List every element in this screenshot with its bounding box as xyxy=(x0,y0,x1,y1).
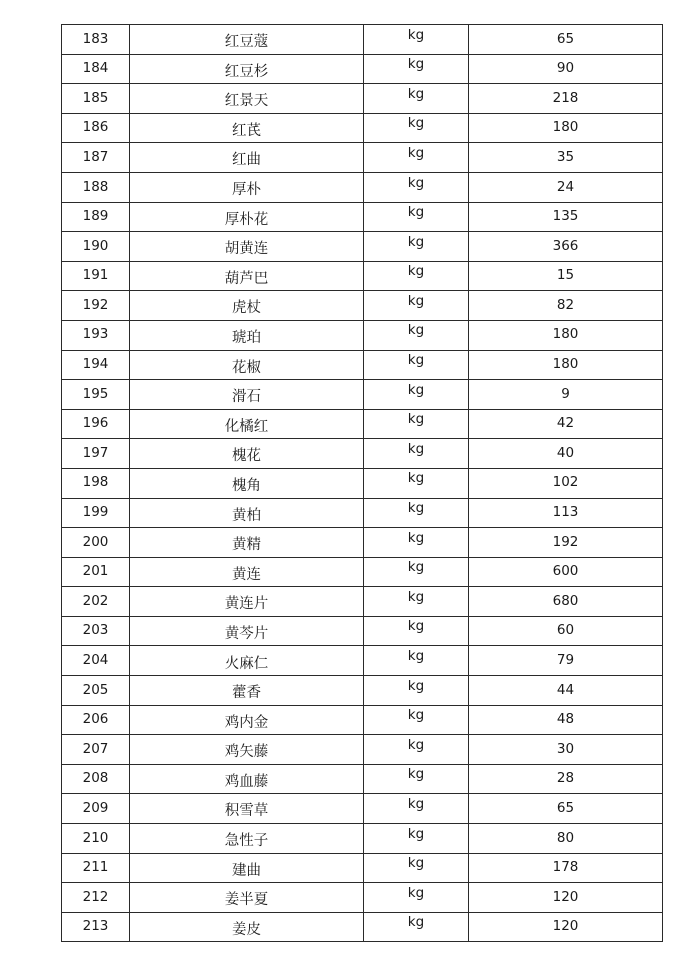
row-number-text: 191 xyxy=(82,267,109,284)
row-number-cell xyxy=(62,646,130,676)
table-row xyxy=(62,587,663,617)
item-name-text: 红芪 xyxy=(232,122,261,139)
unit-text: kg xyxy=(407,825,425,842)
table-row xyxy=(62,261,663,291)
unit-text: kg xyxy=(407,618,425,635)
unit-text: kg xyxy=(407,470,425,487)
quantity-text: 120 xyxy=(552,918,579,935)
row-number-text: 185 xyxy=(82,89,109,106)
row-number-cell xyxy=(62,883,130,913)
row-number-cell xyxy=(62,143,130,173)
unit-cell xyxy=(364,320,469,350)
item-name-text: 胡黄连 xyxy=(224,241,269,258)
row-number-cell xyxy=(62,261,130,291)
item-name-cell xyxy=(130,735,364,765)
item-name-text: 急性子 xyxy=(224,833,269,850)
unit-cell xyxy=(364,25,469,55)
unit-cell xyxy=(364,350,469,380)
table-row xyxy=(62,676,663,706)
quantity-cell xyxy=(469,587,663,617)
quantity-cell xyxy=(469,320,663,350)
quantity-text: 48 xyxy=(556,711,575,728)
item-name-cell xyxy=(130,468,364,498)
row-number-text: 211 xyxy=(82,859,109,876)
table-row xyxy=(62,705,663,735)
item-name-text: 厚朴 xyxy=(232,182,261,199)
unit-text: kg xyxy=(407,500,425,517)
table-row xyxy=(62,557,663,587)
unit-cell xyxy=(364,380,469,410)
quantity-cell xyxy=(469,261,663,291)
row-number-text: 193 xyxy=(82,326,109,343)
row-number-cell xyxy=(62,84,130,114)
item-name-cell xyxy=(130,350,364,380)
quantity-text: 192 xyxy=(552,533,579,550)
table-row xyxy=(62,202,663,232)
row-number-text: 208 xyxy=(82,770,109,787)
table-row xyxy=(62,54,663,84)
unit-text: kg xyxy=(407,588,425,605)
unit-text: kg xyxy=(407,263,425,280)
unit-cell xyxy=(364,853,469,883)
unit-cell xyxy=(364,764,469,794)
quantity-cell xyxy=(469,676,663,706)
quantity-cell xyxy=(469,409,663,439)
unit-cell xyxy=(364,54,469,84)
unit-text: kg xyxy=(407,677,425,694)
quantity-cell xyxy=(469,380,663,410)
item-name-text: 厚朴花 xyxy=(224,211,269,228)
row-number-cell xyxy=(62,498,130,528)
unit-text: kg xyxy=(407,736,425,753)
row-number-cell xyxy=(62,54,130,84)
row-number-cell xyxy=(62,172,130,202)
row-number-cell xyxy=(62,528,130,558)
row-number-text: 197 xyxy=(82,444,109,461)
item-name-cell xyxy=(130,380,364,410)
item-name-text: 姜皮 xyxy=(232,921,261,938)
unit-text: kg xyxy=(407,707,425,724)
unit-cell xyxy=(364,705,469,735)
item-name-cell xyxy=(130,705,364,735)
row-number-cell xyxy=(62,25,130,55)
table-row xyxy=(62,409,663,439)
unit-text: kg xyxy=(407,795,425,812)
item-name-text: 火麻仁 xyxy=(224,655,269,672)
unit-cell xyxy=(364,291,469,321)
unit-cell xyxy=(364,557,469,587)
row-number-cell xyxy=(62,557,130,587)
unit-cell xyxy=(364,439,469,469)
row-number-cell xyxy=(62,113,130,143)
quantity-text: 178 xyxy=(552,859,579,876)
row-number-text: 195 xyxy=(82,385,109,402)
unit-cell xyxy=(364,84,469,114)
unit-cell xyxy=(364,409,469,439)
quantity-cell xyxy=(469,172,663,202)
quantity-text: 35 xyxy=(556,148,575,165)
row-number-cell xyxy=(62,439,130,469)
quantity-text: 680 xyxy=(552,592,579,609)
item-name-text: 黄精 xyxy=(232,537,261,554)
unit-text: kg xyxy=(407,292,425,309)
item-name-text: 积雪草 xyxy=(224,803,269,820)
table-row xyxy=(62,883,663,913)
row-number-text: 187 xyxy=(82,148,109,165)
row-number-cell xyxy=(62,380,130,410)
item-name-cell xyxy=(130,143,364,173)
table-row xyxy=(62,320,663,350)
item-name-cell xyxy=(130,409,364,439)
item-name-cell xyxy=(130,202,364,232)
quantity-cell xyxy=(469,232,663,262)
row-number-text: 184 xyxy=(82,60,109,77)
unit-cell xyxy=(364,143,469,173)
unit-text: kg xyxy=(407,322,425,339)
unit-text: kg xyxy=(407,144,425,161)
item-name-text: 花椒 xyxy=(232,359,261,376)
quantity-text: 90 xyxy=(556,60,575,77)
table-row xyxy=(62,439,663,469)
row-number-cell xyxy=(62,676,130,706)
item-name-text: 鸡内金 xyxy=(224,714,269,731)
item-name-text: 滑石 xyxy=(232,389,261,406)
unit-cell xyxy=(364,794,469,824)
row-number-cell xyxy=(62,232,130,262)
row-number-text: 189 xyxy=(82,208,109,225)
row-number-text: 204 xyxy=(82,652,109,669)
table-row xyxy=(62,113,663,143)
item-name-text: 藿香 xyxy=(232,685,261,702)
quantity-text: 218 xyxy=(552,89,579,106)
item-name-text: 化橘红 xyxy=(224,418,269,435)
quantity-text: 15 xyxy=(556,267,575,284)
quantity-cell xyxy=(469,616,663,646)
item-name-text: 槐花 xyxy=(232,448,261,465)
table-row xyxy=(62,912,663,942)
table-row xyxy=(62,824,663,854)
row-number-cell xyxy=(62,616,130,646)
unit-text: kg xyxy=(407,884,425,901)
table-row xyxy=(62,84,663,114)
item-name-cell xyxy=(130,587,364,617)
quantity-text: 40 xyxy=(556,444,575,461)
unit-cell xyxy=(364,468,469,498)
row-number-text: 200 xyxy=(82,533,109,550)
unit-cell xyxy=(364,616,469,646)
quantity-cell xyxy=(469,646,663,676)
item-name-cell xyxy=(130,291,364,321)
quantity-cell xyxy=(469,794,663,824)
quantity-text: 102 xyxy=(552,474,579,491)
row-number-cell xyxy=(62,764,130,794)
row-number-text: 206 xyxy=(82,711,109,728)
item-name-cell xyxy=(130,557,364,587)
quantity-cell xyxy=(469,764,663,794)
unit-text: kg xyxy=(407,529,425,546)
quantity-cell xyxy=(469,143,663,173)
table-row xyxy=(62,498,663,528)
item-name-text: 红豆杉 xyxy=(224,63,269,80)
item-name-cell xyxy=(130,528,364,558)
quantity-text: 82 xyxy=(556,296,575,313)
unit-text: kg xyxy=(407,233,425,250)
item-name-text: 槐角 xyxy=(232,477,261,494)
row-number-text: 210 xyxy=(82,829,109,846)
quantity-text: 180 xyxy=(552,326,579,343)
row-number-cell xyxy=(62,320,130,350)
row-number-text: 207 xyxy=(82,740,109,757)
item-name-cell xyxy=(130,883,364,913)
item-name-cell xyxy=(130,25,364,55)
unit-cell xyxy=(364,883,469,913)
row-number-text: 205 xyxy=(82,681,109,698)
table-body xyxy=(62,25,663,942)
item-name-text: 红景天 xyxy=(224,93,269,110)
item-name-cell xyxy=(130,676,364,706)
row-number-text: 199 xyxy=(82,504,109,521)
item-name-cell xyxy=(130,912,364,942)
row-number-cell xyxy=(62,409,130,439)
unit-text: kg xyxy=(407,352,425,369)
item-name-cell xyxy=(130,439,364,469)
row-number-cell xyxy=(62,587,130,617)
unit-text: kg xyxy=(407,56,425,73)
unit-text: kg xyxy=(407,115,425,132)
unit-text: kg xyxy=(407,174,425,191)
row-number-text: 203 xyxy=(82,622,109,639)
row-number-text: 192 xyxy=(82,296,109,313)
unit-text: kg xyxy=(407,411,425,428)
unit-text: kg xyxy=(407,559,425,576)
quantity-text: 135 xyxy=(552,208,579,225)
item-name-cell xyxy=(130,113,364,143)
item-name-cell xyxy=(130,616,364,646)
row-number-text: 213 xyxy=(82,918,109,935)
item-name-text: 鸡血藤 xyxy=(224,773,269,790)
row-number-text: 198 xyxy=(82,474,109,491)
table-row xyxy=(62,646,663,676)
unit-cell xyxy=(364,202,469,232)
quantity-cell xyxy=(469,202,663,232)
row-number-cell xyxy=(62,350,130,380)
row-number-text: 196 xyxy=(82,415,109,432)
quantity-cell xyxy=(469,735,663,765)
quantity-text: 113 xyxy=(552,504,579,521)
item-name-cell xyxy=(130,84,364,114)
unit-cell xyxy=(364,824,469,854)
quantity-text: 79 xyxy=(556,652,575,669)
table-row xyxy=(62,616,663,646)
quantity-cell xyxy=(469,350,663,380)
unit-text: kg xyxy=(407,914,425,931)
quantity-cell xyxy=(469,853,663,883)
row-number-text: 212 xyxy=(82,888,109,905)
item-name-text: 黄芩片 xyxy=(224,625,269,642)
unit-text: kg xyxy=(407,766,425,783)
row-number-text: 190 xyxy=(82,237,109,254)
item-name-cell xyxy=(130,232,364,262)
quantity-cell xyxy=(469,883,663,913)
quantity-cell xyxy=(469,557,663,587)
quantity-cell xyxy=(469,824,663,854)
quantity-cell xyxy=(469,113,663,143)
unit-text: kg xyxy=(407,648,425,665)
unit-cell xyxy=(364,498,469,528)
item-name-text: 红豆蔻 xyxy=(224,34,269,51)
unit-cell xyxy=(364,676,469,706)
unit-text: kg xyxy=(407,85,425,102)
item-name-cell xyxy=(130,824,364,854)
row-number-cell xyxy=(62,853,130,883)
quantity-cell xyxy=(469,291,663,321)
unit-text: kg xyxy=(407,26,425,43)
row-number-cell xyxy=(62,291,130,321)
table-row xyxy=(62,380,663,410)
quantity-text: 24 xyxy=(556,178,575,195)
item-name-cell xyxy=(130,764,364,794)
table-row xyxy=(62,764,663,794)
quantity-cell xyxy=(469,54,663,84)
quantity-text: 180 xyxy=(552,356,579,373)
table-row xyxy=(62,853,663,883)
item-name-cell xyxy=(130,853,364,883)
item-name-cell xyxy=(130,320,364,350)
quantity-cell xyxy=(469,498,663,528)
table-row xyxy=(62,350,663,380)
unit-text: kg xyxy=(407,381,425,398)
quantity-text: 30 xyxy=(556,740,575,757)
quantity-text: 65 xyxy=(556,30,575,47)
row-number-text: 202 xyxy=(82,592,109,609)
table-row xyxy=(62,232,663,262)
item-name-text: 姜半夏 xyxy=(224,892,269,909)
row-number-cell xyxy=(62,824,130,854)
item-name-text: 黄连 xyxy=(232,566,261,583)
unit-cell xyxy=(364,912,469,942)
unit-cell xyxy=(364,232,469,262)
unit-cell xyxy=(364,735,469,765)
unit-cell xyxy=(364,646,469,676)
item-name-cell xyxy=(130,261,364,291)
item-name-text: 虎杖 xyxy=(232,300,261,317)
quantity-cell xyxy=(469,528,663,558)
row-number-cell xyxy=(62,468,130,498)
row-number-text: 194 xyxy=(82,356,109,373)
table-row xyxy=(62,143,663,173)
unit-text: kg xyxy=(407,204,425,221)
item-name-cell xyxy=(130,498,364,528)
item-name-cell xyxy=(130,794,364,824)
unit-cell xyxy=(364,587,469,617)
quantity-text: 120 xyxy=(552,888,579,905)
quantity-cell xyxy=(469,25,663,55)
row-number-text: 209 xyxy=(82,799,109,816)
quantity-cell xyxy=(469,912,663,942)
item-name-text: 葫芦巴 xyxy=(224,270,269,287)
unit-cell xyxy=(364,113,469,143)
item-name-cell xyxy=(130,172,364,202)
unit-text: kg xyxy=(407,440,425,457)
row-number-text: 186 xyxy=(82,119,109,136)
item-name-cell xyxy=(130,646,364,676)
row-number-cell xyxy=(62,794,130,824)
item-name-text: 鸡矢藤 xyxy=(224,744,269,761)
item-name-text: 建曲 xyxy=(232,862,261,879)
row-number-text: 188 xyxy=(82,178,109,195)
quantity-text: 28 xyxy=(556,770,575,787)
quantity-text: 44 xyxy=(556,681,575,698)
item-name-text: 琥珀 xyxy=(232,329,261,346)
quantity-cell xyxy=(469,84,663,114)
row-number-text: 183 xyxy=(82,30,109,47)
quantity-cell xyxy=(469,439,663,469)
row-number-cell xyxy=(62,912,130,942)
quantity-text: 600 xyxy=(552,563,579,580)
herb-quantity-table xyxy=(61,24,663,942)
quantity-cell xyxy=(469,468,663,498)
table-row xyxy=(62,172,663,202)
quantity-cell xyxy=(469,705,663,735)
table-row xyxy=(62,794,663,824)
quantity-text: 366 xyxy=(552,237,579,254)
item-name-text: 红曲 xyxy=(232,152,261,169)
table-row xyxy=(62,528,663,558)
unit-text: kg xyxy=(407,855,425,872)
table-row xyxy=(62,735,663,765)
quantity-text: 42 xyxy=(556,415,575,432)
quantity-text: 65 xyxy=(556,799,575,816)
table-row xyxy=(62,468,663,498)
row-number-cell xyxy=(62,705,130,735)
item-name-text: 黄柏 xyxy=(232,507,261,524)
quantity-text: 9 xyxy=(561,385,570,402)
item-name-cell xyxy=(130,54,364,84)
unit-cell xyxy=(364,261,469,291)
row-number-text: 201 xyxy=(82,563,109,580)
item-name-text: 黄连片 xyxy=(224,596,269,613)
row-number-cell xyxy=(62,735,130,765)
quantity-text: 80 xyxy=(556,829,575,846)
table-row xyxy=(62,291,663,321)
unit-cell xyxy=(364,172,469,202)
quantity-text: 60 xyxy=(556,622,575,639)
unit-cell xyxy=(364,528,469,558)
table-row xyxy=(62,25,663,55)
quantity-text: 180 xyxy=(552,119,579,136)
row-number-cell xyxy=(62,202,130,232)
